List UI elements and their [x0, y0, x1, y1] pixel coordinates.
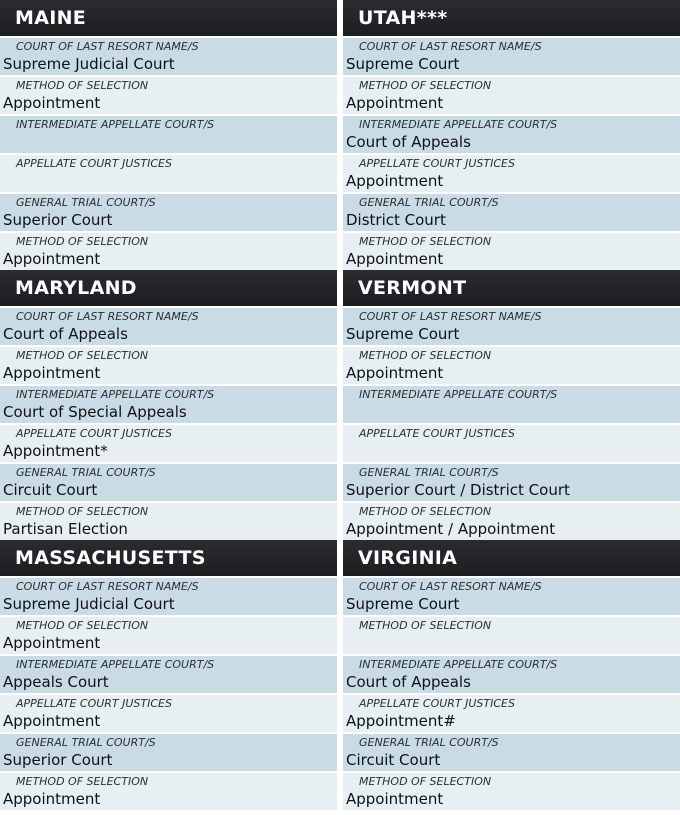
- method-of-selection-field: [343, 615, 680, 654]
- intermediate-appellate-court-field: [0, 114, 337, 153]
- field-value: Appointment: [346, 94, 444, 112]
- field-label: METHOD OF SELECTION: [359, 505, 492, 518]
- appellate-court-justices-field: [0, 423, 337, 462]
- appellate-court-justices-field: [343, 153, 680, 192]
- field-label: METHOD OF SELECTION: [16, 505, 149, 518]
- field-value: Supreme Court: [346, 325, 460, 343]
- field-label: APPELLATE COURT JUSTICES: [16, 157, 172, 170]
- field-label: GENERAL TRIAL COURT/S: [359, 196, 499, 209]
- general-trial-court-field: [343, 732, 680, 771]
- state-name: VERMONT: [343, 270, 680, 306]
- trial-method-of-selection-field: [343, 771, 680, 810]
- field-value: Appointment: [346, 364, 444, 382]
- general-trial-court-field: [343, 462, 680, 501]
- court-of-last-resort-field: [0, 36, 337, 75]
- field-label: METHOD OF SELECTION: [16, 349, 149, 362]
- field-value: Supreme Court: [346, 595, 460, 613]
- field-value: District Court: [346, 211, 446, 229]
- field-label: METHOD OF SELECTION: [16, 79, 149, 92]
- field-value: Supreme Judicial Court: [3, 55, 175, 73]
- court-of-last-resort-field: [343, 576, 680, 615]
- field-value: Court of Special Appeals: [3, 403, 187, 421]
- field-label: METHOD OF SELECTION: [16, 775, 149, 788]
- trial-method-of-selection-field: [343, 231, 680, 270]
- field-label: INTERMEDIATE APPELLATE COURT/S: [16, 388, 215, 401]
- field-label: METHOD OF SELECTION: [359, 235, 492, 248]
- court-of-last-resort-field: [0, 306, 337, 345]
- field-value: Circuit Court: [346, 751, 441, 769]
- field-label: GENERAL TRIAL COURT/S: [359, 466, 499, 479]
- field-label: INTERMEDIATE APPELLATE COURT/S: [359, 388, 558, 401]
- intermediate-appellate-court-field: [343, 114, 680, 153]
- field-label: COURT OF LAST RESORT NAME/S: [359, 40, 542, 53]
- state-block-massachusetts: [0, 540, 337, 810]
- field-value: Appointment#: [346, 712, 456, 730]
- state-name: UTAH***: [343, 0, 680, 36]
- field-value: Appointment: [346, 250, 444, 268]
- method-of-selection-field: [343, 75, 680, 114]
- field-value: Superior Court: [3, 211, 113, 229]
- state-block-utah: [343, 0, 680, 270]
- field-label: GENERAL TRIAL COURT/S: [359, 736, 499, 749]
- intermediate-appellate-court-field: [343, 654, 680, 693]
- state-name: MARYLAND: [0, 270, 337, 306]
- appellate-court-justices-field: [0, 153, 337, 192]
- field-label: METHOD OF SELECTION: [359, 79, 492, 92]
- field-value: Appeals Court: [3, 673, 109, 691]
- field-value: Appointment: [3, 790, 101, 808]
- field-value: Appointment*: [3, 442, 108, 460]
- field-label: GENERAL TRIAL COURT/S: [16, 466, 156, 479]
- intermediate-appellate-court-field: [0, 654, 337, 693]
- state-name: MASSACHUSETTS: [0, 540, 337, 576]
- field-label: COURT OF LAST RESORT NAME/S: [16, 580, 199, 593]
- court-of-last-resort-field: [343, 36, 680, 75]
- field-label: INTERMEDIATE APPELLATE COURT/S: [16, 118, 215, 131]
- field-label: APPELLATE COURT JUSTICES: [16, 697, 172, 710]
- method-of-selection-field: [343, 345, 680, 384]
- field-value: Court of Appeals: [346, 673, 471, 691]
- field-value: Supreme Court: [346, 55, 460, 73]
- general-trial-court-field: [0, 732, 337, 771]
- field-value: Superior Court / District Court: [346, 481, 570, 499]
- field-label: APPELLATE COURT JUSTICES: [359, 157, 515, 170]
- field-value: Circuit Court: [3, 481, 98, 499]
- method-of-selection-field: [0, 615, 337, 654]
- intermediate-appellate-court-field: [343, 384, 680, 423]
- field-value: Appointment: [3, 250, 101, 268]
- field-value: Court of Appeals: [3, 325, 128, 343]
- field-label: METHOD OF SELECTION: [16, 619, 149, 632]
- field-value: Supreme Judicial Court: [3, 595, 175, 613]
- field-label: COURT OF LAST RESORT NAME/S: [16, 40, 199, 53]
- court-of-last-resort-field: [343, 306, 680, 345]
- field-value: Appointment: [346, 790, 444, 808]
- field-label: INTERMEDIATE APPELLATE COURT/S: [16, 658, 215, 671]
- field-value: Court of Appeals: [346, 133, 471, 151]
- state-block-maryland: [0, 270, 337, 540]
- method-of-selection-field: [0, 345, 337, 384]
- field-value: Appointment: [3, 364, 101, 382]
- general-trial-court-field: [0, 192, 337, 231]
- appellate-court-justices-field: [0, 693, 337, 732]
- state-name: VIRGINIA: [343, 540, 680, 576]
- field-label: INTERMEDIATE APPELLATE COURT/S: [359, 658, 558, 671]
- field-label: METHOD OF SELECTION: [359, 619, 492, 632]
- state-name: MAINE: [0, 0, 337, 36]
- field-label: GENERAL TRIAL COURT/S: [16, 196, 156, 209]
- field-value: Partisan Election: [3, 520, 128, 538]
- field-value: Appointment: [346, 172, 444, 190]
- trial-method-of-selection-field: [0, 771, 337, 810]
- field-value: Appointment: [3, 712, 101, 730]
- general-trial-court-field: [0, 462, 337, 501]
- state-block-maine: [0, 0, 337, 270]
- state-block-vermont: [343, 270, 680, 540]
- field-label: APPELLATE COURT JUSTICES: [16, 427, 172, 440]
- appellate-court-justices-field: [343, 423, 680, 462]
- method-of-selection-field: [0, 75, 337, 114]
- field-label: METHOD OF SELECTION: [359, 349, 492, 362]
- field-value: Appointment: [3, 634, 101, 652]
- field-label: COURT OF LAST RESORT NAME/S: [16, 310, 199, 323]
- field-label: METHOD OF SELECTION: [359, 775, 492, 788]
- field-label: COURT OF LAST RESORT NAME/S: [359, 310, 542, 323]
- field-label: APPELLATE COURT JUSTICES: [359, 697, 515, 710]
- state-block-virginia: [343, 540, 680, 810]
- field-label: GENERAL TRIAL COURT/S: [16, 736, 156, 749]
- court-of-last-resort-field: [0, 576, 337, 615]
- trial-method-of-selection-field: [0, 231, 337, 270]
- left-column: [0, 0, 337, 810]
- appellate-court-justices-field: [343, 693, 680, 732]
- field-label: COURT OF LAST RESORT NAME/S: [359, 580, 542, 593]
- field-value: Appointment / Appointment: [346, 520, 556, 538]
- intermediate-appellate-court-field: [0, 384, 337, 423]
- trial-method-of-selection-field: [0, 501, 337, 540]
- trial-method-of-selection-field: [343, 501, 680, 540]
- field-label: APPELLATE COURT JUSTICES: [359, 427, 515, 440]
- field-label: METHOD OF SELECTION: [16, 235, 149, 248]
- field-value: Superior Court: [3, 751, 113, 769]
- right-column: [343, 0, 680, 810]
- field-value: Appointment: [3, 94, 101, 112]
- general-trial-court-field: [343, 192, 680, 231]
- field-label: INTERMEDIATE APPELLATE COURT/S: [359, 118, 558, 131]
